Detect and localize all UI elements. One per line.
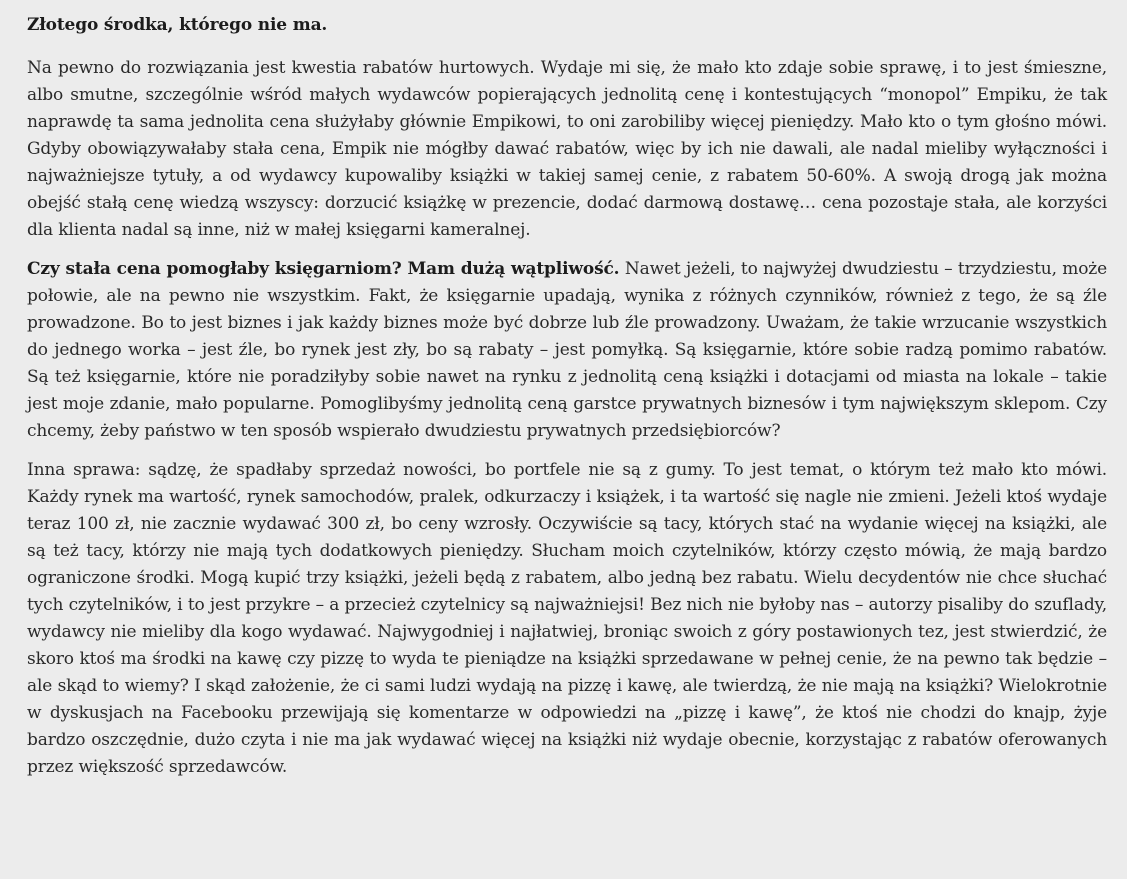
section-heading: Złotego środka, którego nie ma.	[27, 15, 328, 35]
paragraph-lead-question: Czy stała cena pomogłaby księgarniom? Mam dużą wątpliwość.	[27, 259, 620, 279]
paragraph-wholesale-discounts: Na pewno do rozwiązania jest kwestia rabatów hurtowych. Wydaje mi się, że mało kto zdaje sobie sprawę, i to jest śmieszne, albo smutne, szczególnie wśród małych wydawców popierających jednolitą cenę i kontestujących “monopol” Empiku, że tak naprawdę ta sama jednolita cena służyłaby głównie Empikowi, to oni zarobiliby więcej pieniędzy. Mało kto o tym głośno mówi. Gdyby obowiązywałaby stała cena, Empik nie mógłby dawać rabatów, więc by ich nie dawali, ale nadal mieliby wyłączności i najważniejsze tytuły, a od wydawcy kupowaliby książki w takiej samej cenie, z rabatem 50-60%. A swoją drogą jak można obejść stałą cenę wiedzą wszyscy: dorzucić książkę w prezencie, dodać darmową dostawę… cena pozostaje stała, ale korzyści dla klienta nadal są inne, niż w małej księgarni kameralnej.	[27, 58, 1107, 240]
paragraph-fixed-price-bookstores	[27, 256, 1107, 445]
paragraph-body: Nawet jeżeli, to najwyżej dwudziestu – trzydziestu, może połowie, ale na pewno nie wszystkim. Fakt, że księgarnie upadają, wynika z różnych czynników, również z tego, że są źle prowadzone. Bo to jest biznes i jak każdy biznes może być dobrze lub źle prowadzony. Uważam, że takie wrzucanie wszystkich do jednego worka – jest źle, bo rynek jest zły, bo są rabaty – jest pomyłką. Są księgarnie, które sobie radzą pomimo rabatów. Są też księgarnie, które nie poradziłyby sobie nawet na rynku z jednolitą ceną książki i dotacjami od miasta na lokale – takie jest moje zdanie, mało popularne. Pomoglibyśmy jednolitą ceną garstce prywatnych biznesów i tym największym sklepom. Czy chcemy, żeby państwo w ten sposób wspierało dwudziestu prywatnych przedsiębiorców?	[27, 259, 1108, 441]
paragraph-sales-of-new-titles: Inna sprawa: sądzę, że spadłaby sprzedaż nowości, bo portfele nie są z gumy. To jest temat, o którym też mało kto mówi. Każdy rynek ma wartość, rynek samochodów, pralek, odkurzaczy i książek, i ta wartość się nagle nie zmieni. Jeżeli ktoś wydaje teraz 100 zł, nie zacznie wydawać 300 zł, bo ceny wzrosły. Oczywiście są tacy, których stać na wydanie więcej na książki, ale są też tacy, którzy nie mają tych dodatkowych pieniędzy. Słucham moich czytelników, którzy często mówią, że mają bardzo ograniczone środki. Mogą kupić trzy książki, jeżeli będą z rabatem, albo jedną bez rabatu. Wielu decydentów nie chce słuchać tych czytelników, i to jest przykre – a przecież czytelnicy są najważniejsi! Bez nich nie byłoby nas – autorzy pisaliby do szuflady, wydawcy nie mieliby dla kogo wydawać. Najwygodniej i najłatwiej, broniąc swoich z góry postawionych tez, jest stwierdzić, że skoro ktoś ma środki na kawę czy pizzę to wyda te pieniądze na książki sprzedawane w pełnej cenie, że na pewno tak będzie – ale skąd to wiemy? I skąd założenie, że ci sami ludzi wydają na pizzę i kawę, ale twierdzą, że nie mają na książki? Wielokrotnie w dyskusjach na Facebooku przewijają się komentarze w odpowiedzi na „pizzę i kawę”, że ktoś nie chodzi do knajp, żyje bardzo oszczędnie, dużo czyta i nie ma jak wydawać więcej na książki niż wydaje obecnie, korzystając z rabatów oferowanych przez większość sprzedawców.	[27, 460, 1107, 777]
